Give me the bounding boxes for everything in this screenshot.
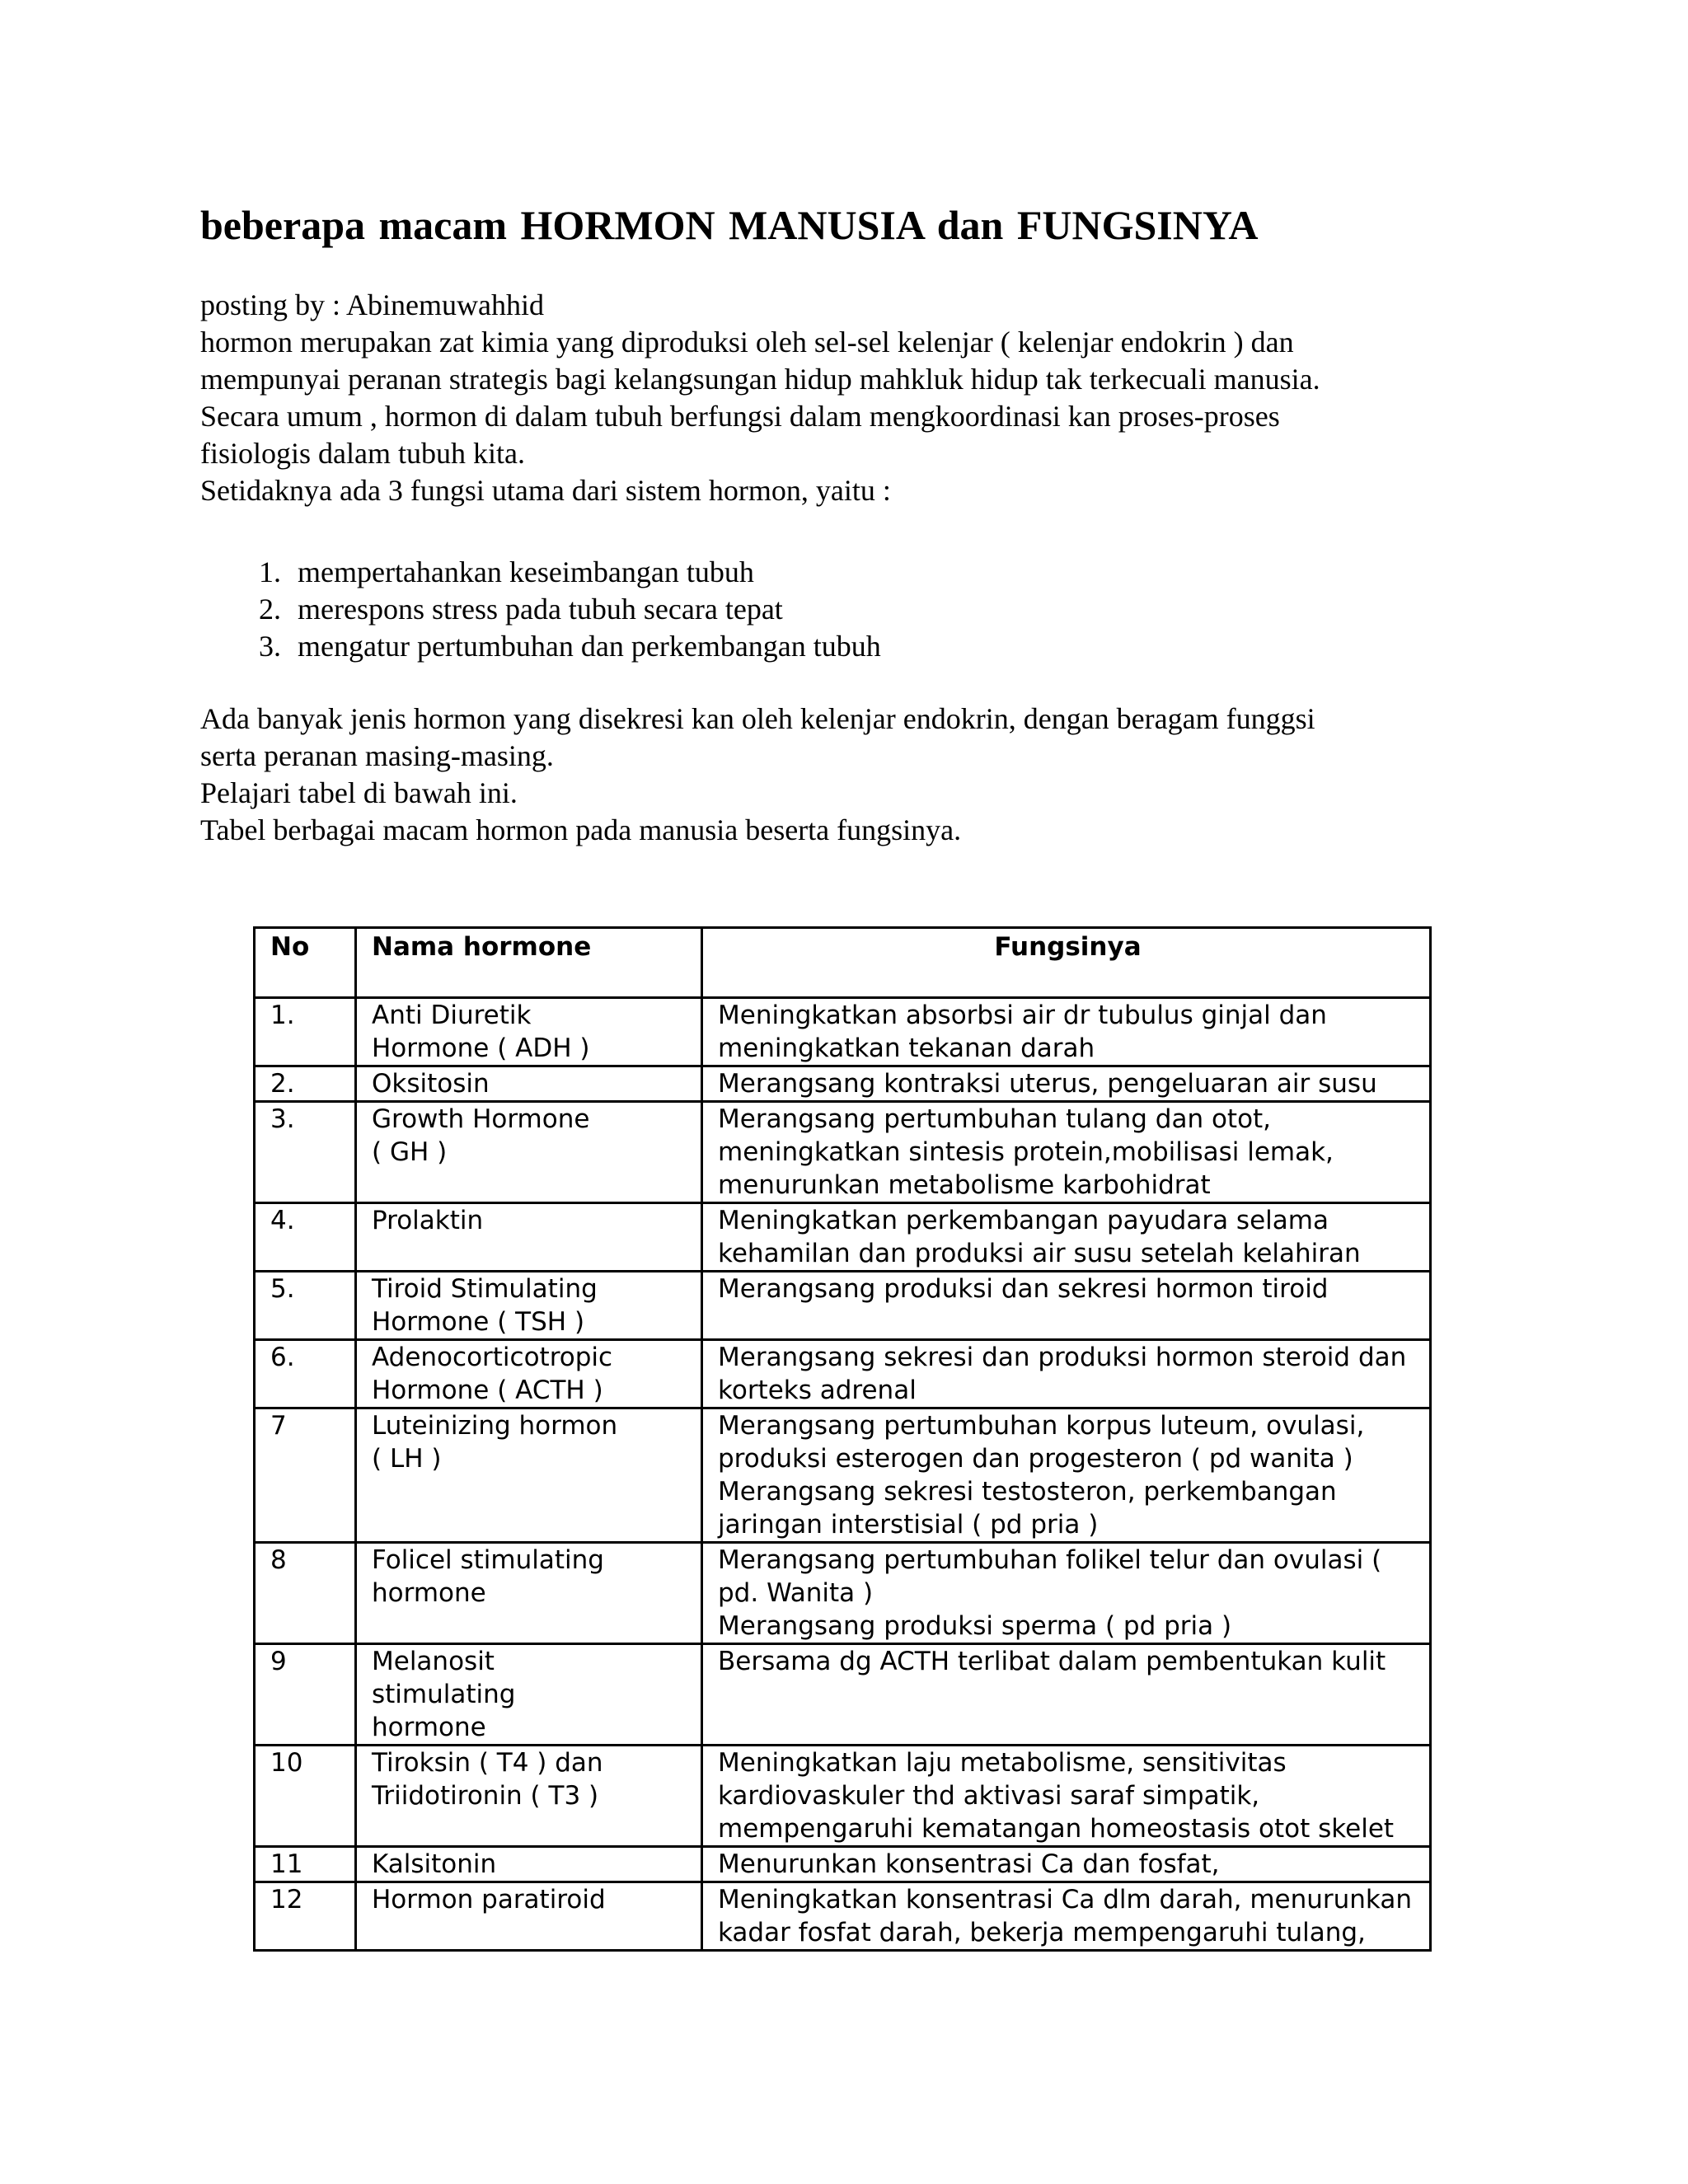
function-line: Merangsang pertumbuhan folikel telur dan ovulasi (	[718, 1545, 1382, 1575]
function-line: mempengaruhi kematangan homeostasis otot skelet	[718, 1814, 1395, 1844]
intro-line: fisiologis dalam tubuh kita.	[200, 437, 525, 470]
page-title: beberapa macam HORMON MANUSIA dan FUNGSINYA	[200, 202, 1259, 248]
hormone-name-line: Prolaktin	[372, 1206, 484, 1235]
cell-function	[702, 1644, 1431, 1746]
cell-no: 1.	[255, 998, 356, 1066]
function-line: meningkatkan sintesis protein,mobilisasi lemak,	[718, 1137, 1334, 1167]
list-item	[200, 554, 881, 591]
hormone-name-line: Folicel stimulating	[372, 1545, 604, 1575]
function-line: Meningkatkan perkembangan payudara selama	[718, 1206, 1329, 1235]
hormone-name-line: Tiroksin ( T4 ) dan	[372, 1748, 603, 1778]
list-text: merespons stress pada tubuh secara tepat	[298, 593, 783, 626]
intro-line: Setidaknya ada 3 fungsi utama dari sistem hormon, yaitu :	[200, 474, 891, 507]
cell-hormone-name	[356, 1340, 702, 1408]
cell-hormone-name	[356, 1066, 702, 1102]
function-line: Bersama dg ACTH terlibat dalam pembentukan kulit	[718, 1647, 1386, 1676]
hormone-name-line: stimulating	[372, 1680, 516, 1709]
cell-hormone-name	[356, 1644, 702, 1746]
function-line: kadar fosfat darah, bekerja mempengaruhi tulang,	[718, 1918, 1366, 1947]
table-row	[255, 1644, 1431, 1746]
table-row	[255, 1746, 1431, 1847]
table-caption: Tabel berbagai macam hormon pada manusia beserta fungsinya.	[200, 813, 962, 846]
cell-no: 4.	[255, 1203, 356, 1272]
cell-hormone-name	[356, 1543, 702, 1644]
function-line: Merangsang kontraksi uterus, pengeluaran air susu	[718, 1069, 1377, 1099]
list-number: 3.	[259, 630, 281, 663]
cell-hormone-name	[356, 1847, 702, 1882]
function-line: Merangsang produksi dan sekresi hormon tiroid	[718, 1274, 1329, 1304]
list-item	[200, 591, 881, 628]
hormone-name-line: Adenocorticotropic	[372, 1343, 613, 1372]
intro-line: mempunyai peranan strategis bagi kelangsungan hidup mahkluk hidup tak terkecuali manusia.	[200, 363, 1320, 396]
hormone-name-line: Luteinizing hormon	[372, 1411, 618, 1441]
functions-list	[200, 554, 881, 665]
cell-hormone-name	[356, 1408, 702, 1543]
cell-no: 7	[255, 1408, 356, 1543]
intro-line: Secara umum , hormon di dalam tubuh berfungsi dalam mengkoordinasi kan proses-proses	[200, 400, 1280, 433]
list-number: 2.	[259, 593, 281, 626]
cell-hormone-name	[356, 998, 702, 1066]
hormone-table	[253, 926, 1432, 1952]
cell-function	[702, 1272, 1431, 1340]
table-row	[255, 998, 1431, 1066]
cell-function	[702, 1746, 1431, 1847]
cell-no: 10	[255, 1746, 356, 1847]
function-line: Meningkatkan konsentrasi Ca dlm darah, menurunkan	[718, 1885, 1412, 1915]
hormone-name-line: Melanosit	[372, 1647, 495, 1676]
function-line: korteks adrenal	[718, 1376, 917, 1405]
cell-function	[702, 998, 1431, 1066]
cell-hormone-name	[356, 1203, 702, 1272]
function-line: Merangsang pertumbuhan tulang dan otot,	[718, 1104, 1272, 1134]
list-text: mengatur pertumbuhan dan perkembangan tubuh	[298, 630, 881, 663]
intro-paragraph	[200, 287, 1453, 509]
function-line: kardiovaskuler thd aktivasi saraf simpatik,	[718, 1781, 1260, 1811]
function-line: Meningkatkan absorbsi air dr tubulus ginjal dan	[718, 1001, 1327, 1030]
table-row	[255, 1272, 1431, 1340]
hormone-name-line: Hormone ( TSH )	[372, 1307, 585, 1337]
hormone-name-line: Hormone ( ACTH )	[372, 1376, 603, 1405]
function-line: produksi esterogen dan progesteron ( pd wanita )	[718, 1444, 1353, 1474]
cell-no: 8	[255, 1543, 356, 1644]
hormone-name-line: Growth Hormone	[372, 1104, 590, 1134]
hormone-name-line: Kalsitonin	[372, 1849, 497, 1879]
hormone-name-line: Oksitosin	[372, 1069, 490, 1099]
intro-line: hormon merupakan zat kimia yang diproduksi oleh sel-sel kelenjar ( kelenjar endokrin ) dan	[200, 326, 1294, 359]
cell-function	[702, 1543, 1431, 1644]
table-row	[255, 1847, 1431, 1882]
table-row	[255, 1102, 1431, 1203]
cell-hormone-name	[356, 1102, 702, 1203]
hormone-name-line: Anti Diuretik	[372, 1001, 532, 1030]
hormone-name-line: ( LH )	[372, 1444, 442, 1474]
cell-no: 9	[255, 1644, 356, 1746]
function-line: Menurunkan konsentrasi Ca dan fosfat,	[718, 1849, 1220, 1879]
cell-no: 11	[255, 1847, 356, 1882]
paragraph-line: serta peranan masing-masing.	[200, 739, 554, 772]
table-row	[255, 1543, 1431, 1644]
hormone-name-line: Hormon paratiroid	[372, 1885, 606, 1915]
author-line: posting by : Abinemuwahhid	[200, 288, 544, 321]
function-line: Merangsang sekresi dan produksi hormon steroid dan	[718, 1343, 1407, 1372]
hormone-name-line: hormone	[372, 1713, 486, 1742]
function-line: menurunkan metabolisme karbohidrat	[718, 1170, 1211, 1200]
header-name: Nama hormone	[356, 928, 702, 998]
list-text: mempertahankan keseimbangan tubuh	[298, 555, 754, 588]
function-line: pd. Wanita )	[718, 1578, 874, 1608]
function-line: Merangsang produksi sperma ( pd pria )	[718, 1611, 1232, 1641]
cell-function	[702, 1882, 1431, 1951]
function-line: meningkatkan tekanan darah	[718, 1033, 1095, 1063]
cell-function	[702, 1203, 1431, 1272]
table-row	[255, 1066, 1431, 1102]
header-no: No	[255, 928, 356, 998]
cell-hormone-name	[356, 1272, 702, 1340]
table-row	[255, 1203, 1431, 1272]
cell-no: 5.	[255, 1272, 356, 1340]
function-line: Merangsang sekresi testosteron, perkembangan	[718, 1477, 1337, 1507]
cell-function	[702, 1066, 1431, 1102]
table-row	[255, 1408, 1431, 1543]
paragraph-line: Ada banyak jenis hormon yang disekresi kan oleh kelenjar endokrin, dengan beragam funggsi	[200, 702, 1315, 735]
cell-hormone-name	[356, 1882, 702, 1951]
cell-no: 12	[255, 1882, 356, 1951]
function-line: Merangsang pertumbuhan korpus luteum, ovulasi,	[718, 1411, 1365, 1441]
table-row	[255, 1340, 1431, 1408]
table-header-row	[255, 928, 1431, 998]
paragraph-line: Pelajari tabel di bawah ini.	[200, 776, 518, 809]
cell-function	[702, 1408, 1431, 1543]
table-body	[255, 998, 1431, 1951]
table-row	[255, 1882, 1431, 1951]
hormone-name-line: hormone	[372, 1578, 486, 1608]
cell-no: 6.	[255, 1340, 356, 1408]
hormone-name-line: Triidotironin ( T3 )	[372, 1781, 599, 1811]
cell-function	[702, 1102, 1431, 1203]
list-number: 1.	[259, 555, 281, 588]
cell-function	[702, 1340, 1431, 1408]
hormone-name-line: ( GH )	[372, 1137, 448, 1167]
hormone-name-line: Tiroid Stimulating	[372, 1274, 598, 1304]
list-item	[200, 628, 881, 665]
after-list-paragraph	[200, 701, 1453, 849]
function-line: Meningkatkan laju metabolisme, sensitivitas	[718, 1748, 1287, 1778]
header-function: Fungsinya	[702, 928, 1431, 998]
function-line: kehamilan dan produksi air susu setelah kelahiran	[718, 1239, 1361, 1268]
cell-no: 3.	[255, 1102, 356, 1203]
hormone-name-line: Hormone ( ADH )	[372, 1033, 590, 1063]
cell-no: 2.	[255, 1066, 356, 1102]
function-line: jaringan interstisial ( pd pria )	[718, 1510, 1099, 1540]
cell-hormone-name	[356, 1746, 702, 1847]
cell-function	[702, 1847, 1431, 1882]
